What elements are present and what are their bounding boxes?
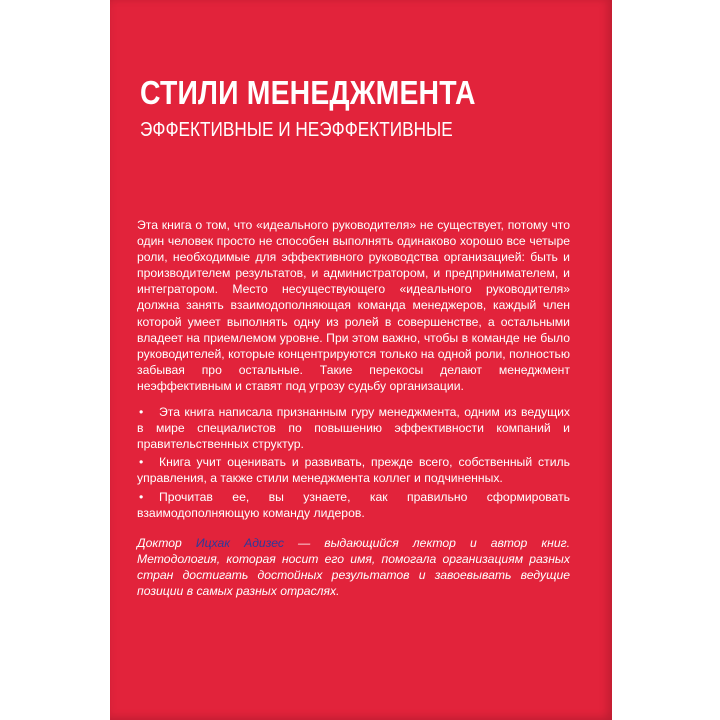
bullet-item	[137, 404, 570, 452]
bullet-list	[137, 404, 570, 521]
bullet-icon: •	[139, 405, 144, 420]
bullet-text: Книга учит оценивать и развивать, прежде всего, собственный стиль управления, а также стили менеджмента коллег и подчиненных.	[137, 455, 570, 486]
bullet-text: Эта книга написала признанным гуру менеджмента, одним из ведущих в мире специалистов по повышению эффективности компаний и правительственных структур.	[137, 405, 570, 452]
description-paragraph: Эта книга о том, что «идеального руководителя» не существует, потому что один человек просто не способен выполнять одинаково хорошо все четыре роли, необходимые для эффективного руководства организацией: быть и производителем результатов, и администратором, и предпринимателем, и интегратором. Место несуществующего «идеального руководителя» должна занять взаимодополняющая команда менеджеров, каждый член которой умеет выполнять одну из ролей в совершенстве, а остальными владеет на приемлемом уровне. При этом важно, чтобы в команде не было руководителей, которые концентрируются только на одной роли, полностью забывая про остальные. Такие перекосы делают менеджмент неэффективным и ставят под угрозу судьбу организации.	[137, 218, 570, 393]
bullet-item	[137, 489, 570, 521]
book-subtitle: ЭФФЕКТИВНЫЕ И НЕЭФФЕКТИВНЫЕ	[140, 119, 453, 141]
bullet-item	[137, 454, 570, 486]
author-prefix: Доктор	[137, 535, 196, 550]
author-paragraph	[137, 535, 570, 599]
bullet-icon: •	[139, 489, 144, 504]
cover-text-block	[137, 217, 570, 599]
book-title: СТИЛИ МЕНЕДЖМЕНТА	[140, 74, 476, 111]
author-name: Ицхак Адизес	[195, 535, 284, 550]
author-description: — выдающийся лектор и автор книг. Методология, которая носит его имя, помогала организациям разных стран достигать достойных результатов и завоевывать ведущие позиции в самых разных отраслях.	[137, 535, 570, 598]
bullet-text: Прочитав ее, вы узнаете, как правильно сформировать взаимодополняющую команду лидеров.	[137, 489, 570, 520]
bullet-icon: •	[139, 455, 144, 470]
